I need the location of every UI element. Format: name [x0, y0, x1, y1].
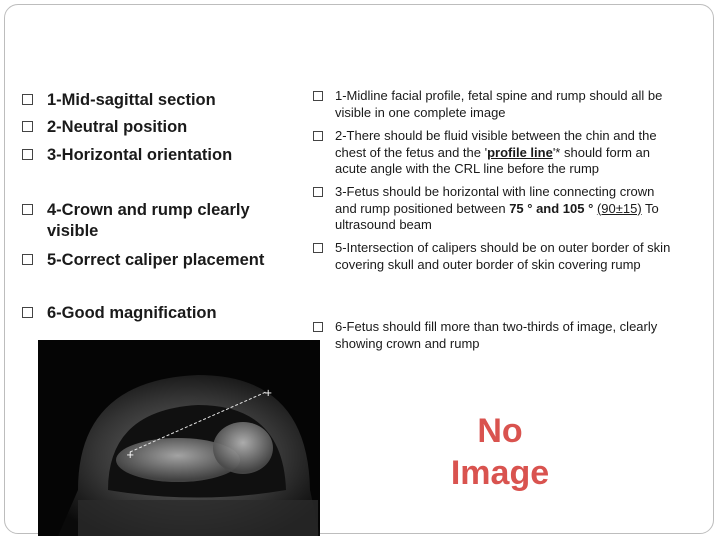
no-image-placeholder: No Image — [450, 412, 550, 492]
checklist-label: 3-Horizontal orientation — [47, 146, 233, 164]
criteria-description-1: 1-Midline facial profile, fetal spine and rump should all be visible in one complete image — [313, 88, 673, 121]
checklist-label: 5-Correct caliper placement — [47, 251, 265, 269]
checklist-item-neutral — [22, 117, 187, 138]
checkbox-icon — [22, 149, 33, 160]
checklist-item-caliper — [22, 250, 264, 271]
checkbox-icon — [313, 91, 323, 101]
checklist-label: 6-Good magnification — [47, 304, 217, 322]
checkbox-icon — [22, 307, 33, 318]
criteria-description-5: 6-Fetus should fill more than two-thirds of image, clearly showing crown and rump — [313, 319, 673, 352]
checkbox-icon — [313, 243, 323, 253]
profile-line-term: profile line — [487, 144, 553, 160]
checklist-item-crown-rump — [22, 200, 292, 242]
checklist-item-horizontal — [22, 145, 232, 166]
criteria-description-2: 2-There should be fluid visible between the chin and the chest of the fetus and the 'profile line'* should form an acute angle with the CRL line before the rump — [313, 128, 673, 178]
checkbox-icon — [313, 322, 323, 332]
ultrasound-image — [38, 340, 320, 536]
criteria-description-4: 5-Intersection of calipers should be on outer border of skin covering skull and outer border of skin covering rump — [313, 240, 673, 273]
ultrasound-drawing — [38, 340, 320, 536]
svg-text:+: + — [264, 388, 273, 399]
svg-text:+: + — [126, 450, 135, 461]
criteria-description-3: 3-Fetus should be horizontal with line connecting crown and rump positioned between 75 ° and 105 ° (90±15) To ultrasound beam — [313, 184, 673, 234]
checklist-item-mid-sagittal — [22, 90, 216, 111]
checkbox-icon — [313, 187, 323, 197]
checkbox-icon — [313, 131, 323, 141]
checkbox-icon — [22, 204, 33, 215]
checklist-label: 2-Neutral position — [47, 118, 188, 136]
checkbox-icon — [22, 121, 33, 132]
checkbox-icon — [22, 254, 33, 265]
checklist-label: 1-Mid-sagittal section — [47, 91, 216, 109]
checklist-item-magnification — [22, 303, 217, 324]
checklist-label: 4-Crown and rump clearly visible — [47, 201, 250, 240]
checkbox-icon — [22, 94, 33, 105]
